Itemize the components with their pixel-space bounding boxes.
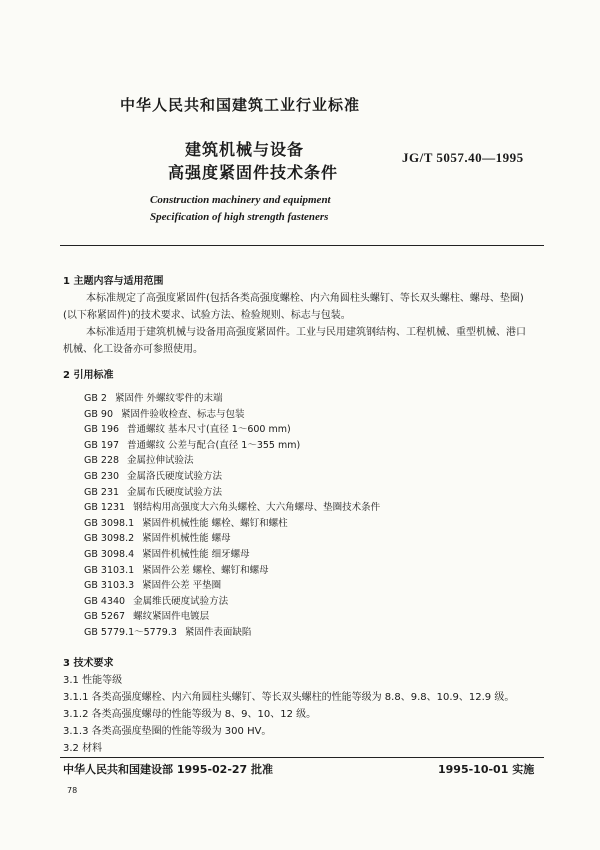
reference-code: GB 3098.4	[84, 549, 135, 560]
reference-code: GB 2	[84, 393, 107, 404]
reference-title: 普通螺纹 公差与配合(直径 1～355 mm)	[127, 439, 301, 451]
reference-item	[84, 546, 250, 560]
reference-title: 紧固件机械性能 螺栓、螺钉和螺柱	[142, 517, 288, 529]
reference-title: 紧固件表面缺陷	[184, 627, 252, 638]
reference-code: GB 90	[84, 408, 113, 420]
reference-code: GB 231	[84, 486, 120, 498]
reference-item	[84, 468, 222, 482]
reference-title: 紧固件公差 平垫圈	[142, 580, 222, 592]
title-line-1: 建筑机械与设备	[185, 140, 305, 159]
approval-note: 中华人民共和国建设部 1995-02-27 批准	[63, 763, 274, 776]
title-line-2: 高强度紧固件技术条件	[168, 163, 339, 182]
section-3-1: 3.1 性能等级	[63, 675, 123, 686]
footer-divider	[60, 757, 544, 758]
english-title-line-2: Specification of high strength fasteners	[150, 211, 329, 223]
section-1-heading: 1 主题内容与适用范围	[63, 276, 164, 287]
reference-title: 金属布氏硬度试验方法	[127, 486, 223, 498]
reference-item	[84, 421, 291, 435]
reference-item	[84, 452, 194, 466]
industry-standard-title: 中华人民共和国建筑工业行业标准	[120, 96, 361, 114]
reference-title: 紧固件公差 螺栓、螺钉和螺母	[142, 564, 269, 576]
reference-code: GB 228	[84, 455, 120, 467]
section-1-para-2-line-2: 机械、化工设备亦可参照使用。	[63, 344, 203, 355]
reference-item	[84, 593, 228, 607]
reference-code: GB 230	[84, 471, 120, 482]
reference-title: 普通螺纹 基本尺寸(直径 1～600 mm)	[127, 424, 291, 436]
reference-title: 紧固件验收检查、标志与包装	[121, 408, 245, 420]
reference-code: GB 5267	[84, 611, 126, 623]
reference-code: GB 3098.2	[84, 533, 135, 545]
implementation-date: 1995-10-01 实施	[438, 763, 535, 776]
reference-item	[84, 515, 288, 529]
reference-title: 钢结构用高强度大六角头螺栓、大六角螺母、垫圈技术条件	[133, 502, 381, 514]
reference-title: 紧固件机械性能 细牙螺母	[142, 549, 250, 560]
reference-title: 螺纹紧固件电镀层	[133, 611, 210, 623]
reference-item	[84, 499, 380, 513]
section-1-para-1-line-1: 本标准规定了高强度紧固件(包括各类高强度螺栓、内六角圆柱头螺钉、等长双头螺柱、螺母、垫圈)	[86, 293, 524, 304]
section-3-1-1: 3.1.1 各类高强度螺栓、内六角圆柱头螺钉、等长双头螺柱的性能等级为 8.8、9.8、10.9、12.9 级。	[63, 692, 515, 703]
reference-code: GB 3098.1	[84, 517, 135, 529]
reference-item	[84, 484, 222, 498]
section-2-heading: 2 引用标准	[63, 370, 114, 381]
page-number: 78	[67, 786, 78, 795]
reference-title: 金属洛氏硬度试验方法	[127, 471, 223, 482]
reference-item	[84, 562, 269, 576]
section-3-heading: 3 技术要求	[63, 658, 114, 669]
reference-title: 紧固件机械性能 螺母	[142, 533, 231, 545]
section-1-para-2-line-1: 本标准适用于建筑机械与设备用高强度紧固件。工业与民用建筑钢结构、工程机械、重型机械、港口	[86, 327, 526, 338]
reference-code: GB 196	[84, 424, 120, 436]
reference-item	[84, 390, 222, 404]
standard-code: JG/T 5057.40—1995	[402, 150, 524, 165]
reference-item	[84, 624, 251, 638]
reference-code: GB 1231	[84, 502, 126, 514]
reference-title: 金属拉伸试验法	[127, 455, 194, 467]
reference-code: GB 3103.1	[84, 564, 135, 576]
reference-item	[84, 577, 221, 591]
section-1-para-1-line-2: (以下称紧固件)的技术要求、试验方法、检验规则、标志与包装。	[63, 310, 351, 321]
reference-code: GB 5779.1～5779.3	[84, 627, 177, 638]
reference-item	[84, 530, 231, 544]
reference-item	[84, 608, 209, 622]
english-title-line-1: Construction machinery and equipment	[150, 194, 331, 206]
reference-code: GB 4340	[84, 595, 126, 607]
section-3-1-3: 3.1.3 各类高强度垫圈的性能等级为 300 HV。	[63, 726, 272, 737]
reference-item	[84, 437, 300, 451]
section-3-2: 3.2 材料	[63, 743, 103, 754]
reference-code: GB 3103.3	[84, 580, 135, 592]
reference-title: 金属维氏硬度试验方法	[133, 595, 229, 607]
reference-title: 紧固件 外螺纹零件的末端	[114, 393, 223, 404]
reference-item	[84, 406, 245, 420]
section-3-1-2: 3.1.2 各类高强度螺母的性能等级为 8、9、10、12 级。	[63, 709, 317, 720]
header-divider	[60, 245, 544, 246]
reference-code: GB 197	[84, 439, 120, 451]
